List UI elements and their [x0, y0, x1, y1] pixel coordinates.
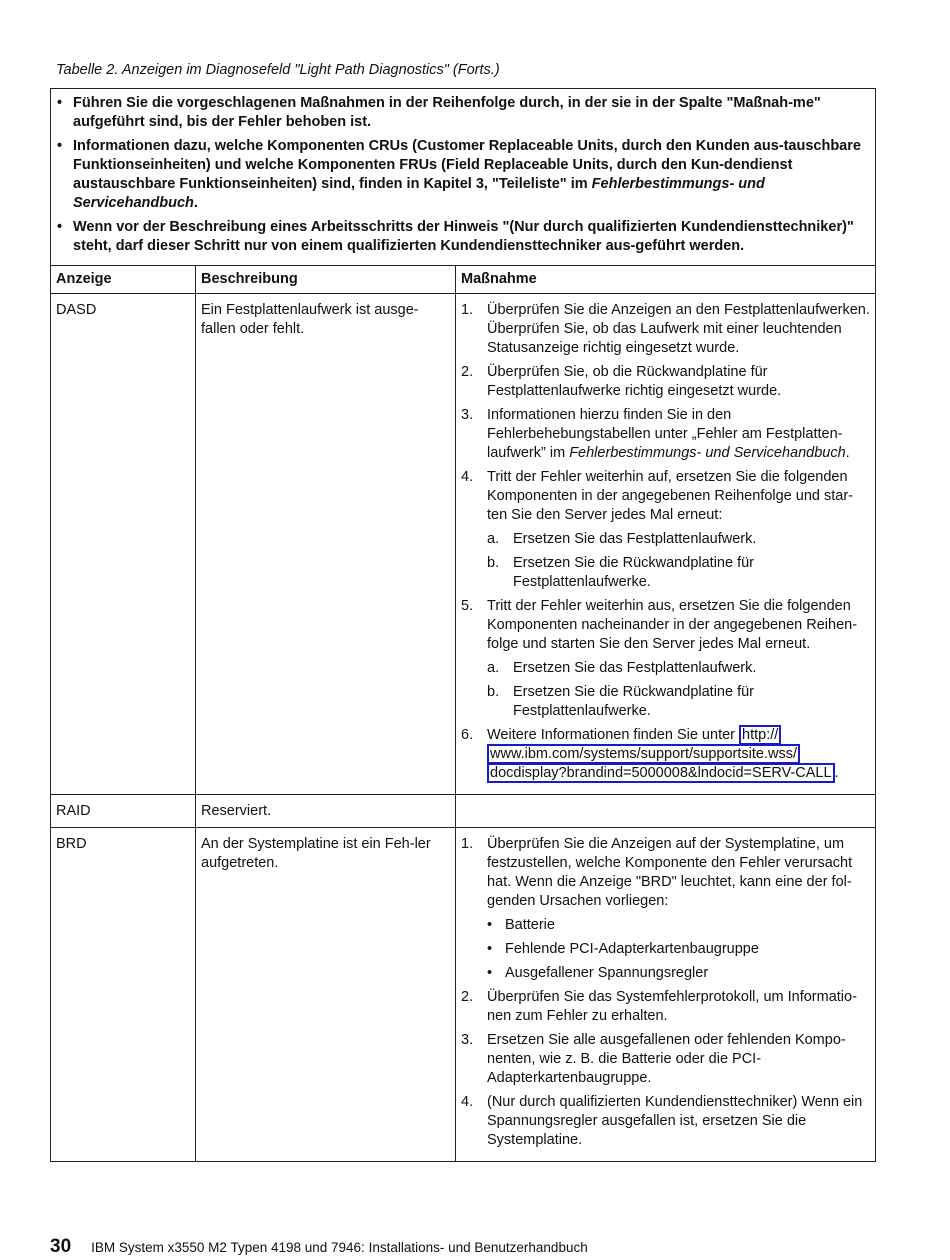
step-text	[487, 406, 870, 463]
note-item	[57, 218, 867, 256]
step-text	[487, 726, 870, 783]
note-item	[57, 94, 867, 132]
step-item	[461, 468, 870, 592]
bullet-text: Ausgefallener Spannungsregler	[505, 965, 709, 981]
step-body	[487, 835, 870, 983]
step-item	[461, 1031, 870, 1088]
substep-text: Ersetzen Sie das Festplattenlaufwerk.	[513, 531, 757, 547]
step-list	[461, 301, 870, 783]
step-item	[461, 363, 870, 401]
footer-title: IBM System x3550 M2 Typen 4198 und 7946: Installations- und Benutzerhandbuch	[91, 1240, 588, 1255]
step-item	[461, 835, 870, 983]
step-text: (Nur durch qualifizierten Kundendiensttechniker) Wenn ein Spannungsregler ausgefallen ist, ersetzen Sie die Systemplatine.	[487, 1094, 863, 1148]
header-beschreibung: Beschreibung	[196, 266, 456, 294]
step-number: 1.	[461, 302, 474, 318]
step-text: Überprüfen Sie die Anzeigen auf der Systemplatine, um festzustellen, welche Komponente den Fehler verursacht hat. Wenn die Anzeige "BRD" leuchtet, kann eine der fol-genden Ursachen vorliegen:	[487, 836, 853, 909]
bullet-item	[487, 940, 870, 959]
substep-text: Ersetzen Sie die Rückwandplatine für Festplattenlaufwerke.	[513, 684, 754, 719]
substep-item	[487, 659, 870, 678]
step-text: Überprüfen Sie die Anzeigen an den Festplattenlaufwerken. Überprüfen Sie, ob das Laufwerk mit einer leuchtenden Statusanzeige richtig eingesetzt wurde.	[487, 302, 870, 356]
step-number: 3.	[461, 1032, 474, 1048]
step-number: 1.	[461, 836, 474, 852]
substep-letter: b.	[487, 684, 500, 700]
bullet-item	[487, 916, 870, 935]
step-number: 2.	[461, 989, 474, 1005]
bullet-icon: •	[487, 917, 493, 933]
step-number: 3.	[461, 407, 474, 423]
step-number: 4.	[461, 1094, 474, 1110]
step-number: 6.	[461, 727, 474, 743]
note-text: Wenn vor der Beschreibung eines Arbeitsschritts der Hinweis "(Nur durch qualifizierten Kundendiensttechniker)" steht, darf dieser Schritt nur von einem qualifizierten Kundendiensttechniker aus-geführt werden.	[73, 219, 854, 254]
table-caption: Tabelle 2. Anzeigen im Diagnosefeld "Light Path Diagnostics" (Forts.)	[56, 62, 500, 78]
step-text: Überprüfen Sie, ob die Rückwandplatine für Festplattenlaufwerke richtig eingesetzt wurde.	[487, 364, 782, 399]
book-title: Fehlerbestimmungs- und Servicehandbuch	[569, 445, 846, 461]
step-body	[487, 597, 870, 721]
indicator-table	[51, 265, 875, 1161]
table-header-row	[51, 266, 875, 294]
note-book-title: Fehlerbestimmungs- und Servicehandbuch	[73, 176, 765, 211]
step-item	[461, 301, 870, 358]
page-footer	[50, 1236, 588, 1258]
note-item	[57, 137, 867, 213]
step-number: 4.	[461, 469, 474, 485]
substep-letter: a.	[487, 531, 500, 547]
cell-anzeige: RAID	[51, 795, 196, 828]
substep-text: Ersetzen Sie die Rückwandplatine für Festplattenlaufwerke.	[513, 555, 754, 590]
note-text	[73, 137, 867, 213]
cell-massnahme	[456, 294, 876, 795]
bullet-text: Fehlende PCI-Adapterkartenbaugruppe	[505, 941, 759, 957]
note-text-end: .	[193, 195, 198, 211]
bullet-icon: •	[57, 138, 63, 154]
note-text-main: Informationen dazu, welche Komponenten CRUs (Customer Replaceable Units, durch den Kunden aus-tauschbare Funktionseinheiten) und welche Komponenten FRUs (Field Replaceable Units, durch den Kun-dendienst austauschbare Funktionseinheiten) sind, finden in Kapitel 3, "Teileliste" im	[73, 138, 861, 192]
support-link[interactable]: docdisplay?brandind=5000008&lndocid=SERV-CALL	[487, 763, 835, 783]
step-item	[461, 1093, 870, 1150]
step-item	[461, 597, 870, 721]
substep-letter: b.	[487, 555, 500, 571]
table-row	[51, 828, 875, 1162]
bullet-icon: •	[487, 965, 493, 981]
substep-text: Ersetzen Sie das Festplattenlaufwerk.	[513, 660, 757, 676]
step-body	[487, 468, 870, 592]
cell-anzeige: BRD	[51, 828, 196, 1162]
bullet-text: Batterie	[505, 917, 555, 933]
cell-beschreibung: Reserviert.	[196, 795, 456, 828]
step-text-end: .	[845, 445, 850, 461]
step-text: Tritt der Fehler weiterhin auf, ersetzen Sie die folgenden Komponenten in der angegebenen Reihenfolge und star-ten Sie den Server jedes Mal erneut:	[487, 469, 853, 523]
step-text-end: .	[834, 765, 839, 781]
cell-massnahme	[456, 828, 876, 1162]
diagnostics-table-frame	[50, 88, 876, 1162]
notes-block	[51, 89, 875, 265]
header-anzeige: Anzeige	[51, 266, 196, 294]
step-text-main: Weitere Informationen finden Sie unter	[487, 727, 740, 743]
step-text: Ersetzen Sie alle ausgefallenen oder fehlenden Kompo-nenten, wie z. B. die Batterie oder die PCI-Adapterkartenbaugruppe.	[487, 1032, 846, 1086]
cell-anzeige: DASD	[51, 294, 196, 795]
step-number: 5.	[461, 598, 474, 614]
substep-item	[487, 554, 870, 592]
substep-item	[487, 530, 870, 549]
support-link[interactable]: http://	[739, 725, 781, 745]
substep-item	[487, 683, 870, 721]
table-row	[51, 795, 875, 828]
note-text: Führen Sie die vorgeschlagenen Maßnahmen in der Reihenfolge durch, in der sie in der Spalte "Maßnah-me" aufgeführt sind, bis der Fehler behoben ist.	[73, 95, 821, 130]
table-row	[51, 294, 875, 795]
step-item	[461, 406, 870, 463]
cell-beschreibung: An der Systemplatine ist ein Feh-ler aufgetreten.	[196, 828, 456, 1162]
step-number: 2.	[461, 364, 474, 380]
support-link[interactable]: www.ibm.com/systems/support/supportsite.wss/	[487, 744, 800, 764]
cell-massnahme	[456, 795, 876, 828]
page-number: 30	[50, 1236, 72, 1257]
step-text: Tritt der Fehler weiterhin aus, ersetzen Sie die folgenden Komponenten nacheinander in der angegebenen Reihen-folge und starten Sie den Server jedes Mal erneut.	[487, 598, 858, 652]
step-list	[461, 835, 870, 1150]
step-text-main: Informationen hierzu finden Sie in den Fehlerbehebungstabellen unter „Fehler am Festplatten-laufwerk” im	[487, 407, 843, 461]
cell-beschreibung: Ein Festplattenlaufwerk ist ausge-fallen oder fehlt.	[196, 294, 456, 795]
step-item	[461, 726, 870, 783]
bullet-icon: •	[57, 219, 63, 235]
bullet-icon: •	[57, 95, 63, 111]
bullet-icon: •	[487, 941, 493, 957]
step-text: Überprüfen Sie das Systemfehlerprotokoll, um Informatio-nen zum Fehler zu erhalten.	[487, 989, 857, 1024]
step-item	[461, 988, 870, 1026]
bullet-item	[487, 964, 870, 983]
substep-letter: a.	[487, 660, 500, 676]
header-massnahme: Maßnahme	[456, 266, 876, 294]
